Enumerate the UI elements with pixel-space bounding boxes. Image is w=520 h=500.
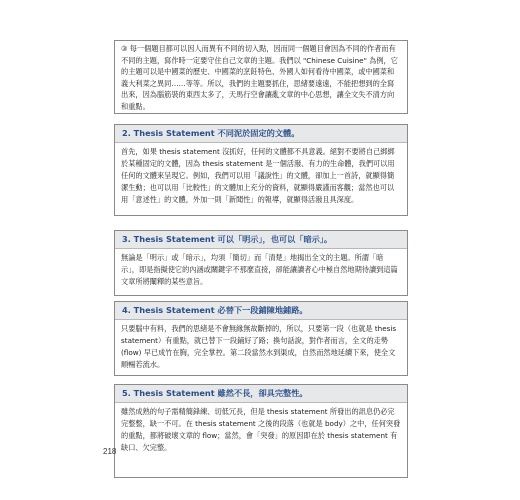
section-body: 雖然成熟的句子需精簡鋒練、切低冗長，但是 thesis statement 所發出的訊息仍必完完整整，缺一不可。在 thesis statement 之後的段落（也就是 body）之中，任何突發的重點，都將破壞文章的 flow；當然，會「突發」的原因即在於 thesis statement 有缺口、欠完整。 [121,407,401,452]
section-thesis-explicit [114,230,408,296]
section-body: 只要腦中有料，我們的思緒是不會無緣無故斷掉的，所以，只要第一段（也就是 thesis statement）有重點，就已替下一段鋪好了路；換句話說，對作者而言，全文的走勢 (flow) 早已成竹在胸，完全掌控。第二段當然水到渠成，自然而然地延續下來，使全文順暢若流水。 [121,324,397,369]
intro-paragraph: ③ 每一個題目都可以因人而異有不同的切入點，因而同一個題目會因為不同的作者而有不同的主題，寫作時一定要守住自己文章的主題。我們以 "Chinese Cuisine" 為例，它的主題可以是中國菜的歷史、中國菜的烹飪特色、外國人如何看待中國菜，或中國菜和義大利菜之異同……等等。所以，我們的主題要抓住，思緒要遠遠，不能把想到的全寫出來，因為腦筋裝的東西太多了，天馬行空會讓亂文章的中心思想，讓全文失不清方向和重點。 [121,44,398,111]
section-heading: 4. Thesis Statement 必替下一段鋪陳地鋪路。 [115,302,407,320]
page-number: 218 [103,447,117,456]
section-thesis-form [114,124,408,216]
section-heading: 3. Thesis Statement 可以「明示」，也可以「暗示」。 [115,231,407,249]
section-thesis-complete [114,384,408,478]
section-body: 首先，如果 thesis statement 沒抓好，任何的文體都不具意義。絕對不要將自己綁綁於某種固定的文體，因為 thesis statement 是一個活潑、有力的生命體，我們可以用任何的文體來呈現它。例如，我們可以用「議說性」的文體，卻加上一首詩，就顯得簡潔生動；也可以用「比較性」的文體加上充分的資料，就顯得嚴謹而客觀；當然也可以用「意述性」的文體，外加一則「新聞性」的報導，就顯得活潑且具深度。 [121,147,395,204]
section-thesis-flow [114,301,408,376]
section-body: 無論是「明示」或「暗示」，均須「簡切」而「清楚」地揭出全文的主題。所謂「暗示」，即是指擬使它的內涵或關鍵字不那麼直接，卻能讓讀者心中極自然地期待讀到這篇文章所將闡釋的某些意旨。 [121,253,398,286]
section-heading: 5. Thesis Statement 雖然不長，卻具完整性。 [115,385,407,403]
section-heading: 2. Thesis Statement 不同泥於固定的文體。 [115,125,407,143]
intro-box [114,40,408,114]
